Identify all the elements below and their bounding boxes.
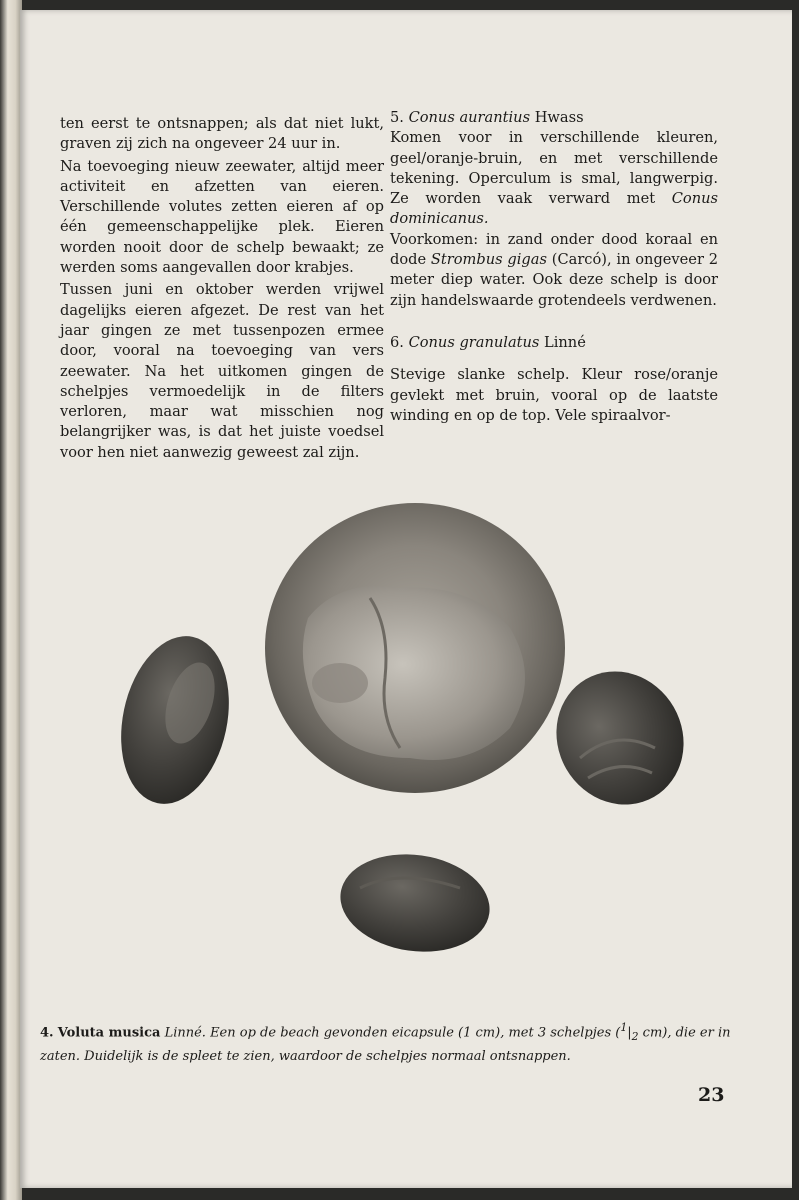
species-name: Strombus gigas [430, 251, 547, 269]
paragraph: Tussen juni en oktober werden vrijwel dagelijks eieren afgezet. De rest van het jaar gingen ze met tussenpozen ermee door, vooral na toevoeging van vers zeewater. Na het uitkomen gingen de schelpjes vermoedelijk in de filters verloren, maar wat misschien nog belangrijker was, is dat het juiste voedsel voor hen niet aanwezig geweest zal zijn. [60, 281, 384, 461]
fraction-denominator: 2 [631, 1029, 639, 1043]
species-author: Linné [544, 333, 586, 351]
shell-photo [40, 458, 760, 998]
caption-text: cm), die er in zaten. Duidelijk is de spleet te zien, waardoor de schelpjes normaal ontsnappen. [40, 1025, 731, 1064]
species-name: Conus granulatus [408, 333, 540, 351]
left-column [60, 114, 384, 463]
section-heading-5 [390, 108, 718, 128]
paragraph-text: (Carcó), in ongeveer 2 meter diep water. Ook deze schelp is door zijn handelswaarde grotendeels verdwenen. [390, 251, 719, 309]
caption-species: Voluta musica [57, 1025, 161, 1041]
shell [334, 845, 496, 961]
paragraph: ten eerst te ontsnappen; als dat niet lukt, graven zij zich na ongeveer 24 uur in. [60, 115, 384, 153]
right-column [390, 108, 718, 426]
fraction-numerator: 1 [620, 1021, 628, 1034]
caption-number: 4. [40, 1025, 54, 1041]
paragraph: Na toevoeging nieuw zeewater, altijd meer activiteit en afzetten van eieren. Verschillende volutes zetten eieren af op één gemeenschappelijke plek. Eieren worden nooit door de schelp bewaakt; ze werden soms aangevallen door krabjes. [60, 157, 384, 277]
figure-caption [40, 1018, 745, 1067]
book-spine [0, 0, 22, 1200]
paragraph-text: Voorkomen: in zand onder dood koraal en dode [390, 230, 718, 269]
egg-capsule-photo [40, 458, 760, 998]
caption-text: Linné. Een op de beach gevonden eicapsule (1 cm), met 3 schelpjes ( [164, 1025, 621, 1041]
species-name: Conus aurantius [408, 109, 531, 126]
paragraph-text: Komen voor in verschillende kleuren, geel/oranje-bruin, en met verschillende tekening. Operculum is smal, langwerpig. Ze worden vaak verward met [390, 129, 718, 208]
species-author: Hwass [534, 109, 584, 126]
section-number: 5. [390, 109, 404, 126]
section-number: 6. [390, 333, 404, 351]
paragraph [390, 230, 718, 311]
paragraph: Stevige slanke schelp. Kleur rose/oranje gevlekt met bruin, vooral op de laatste winding en op de top. Vele spiraalvor- [390, 366, 718, 424]
section-heading-6 [390, 333, 718, 353]
page [20, 10, 792, 1188]
page-number: 23 [698, 1084, 725, 1106]
species-name: Conus dominicanus. [390, 190, 718, 228]
paragraph [390, 128, 718, 229]
fraction-separator: | [627, 1025, 632, 1041]
